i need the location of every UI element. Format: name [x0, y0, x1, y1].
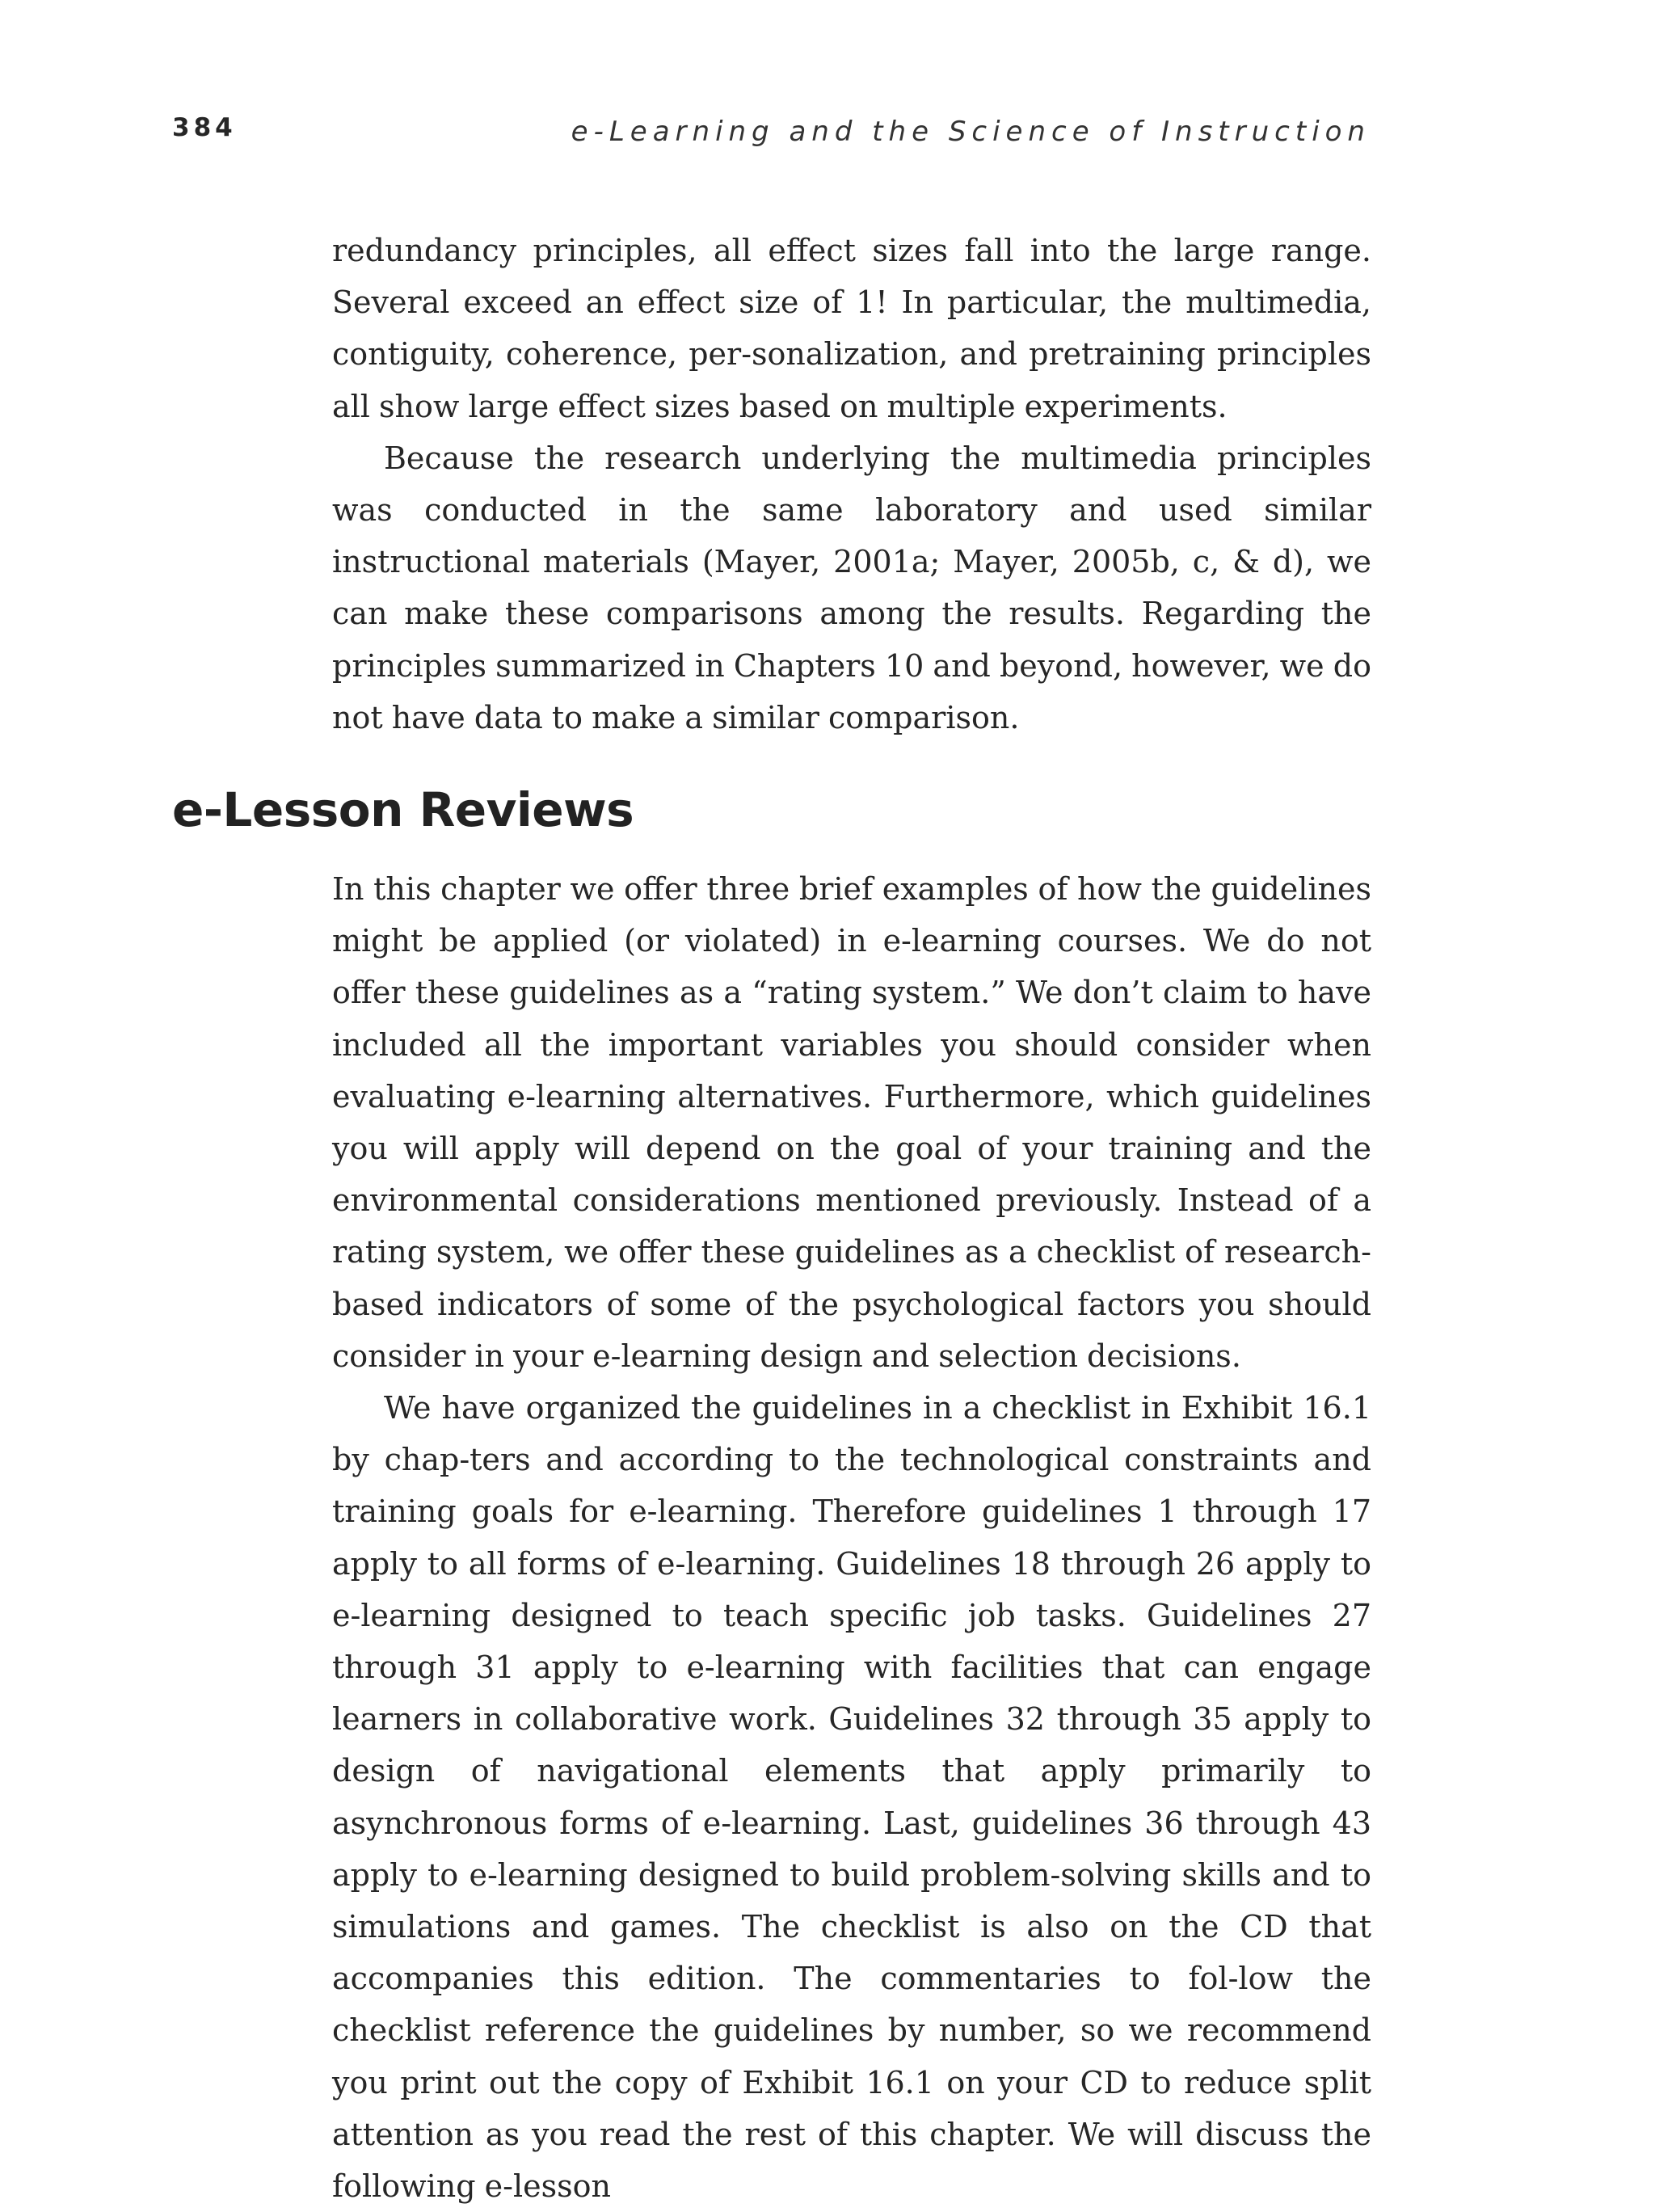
paragraph: redundancy principles, all effect sizes fall into the large range. Several exceed an effect size of 1! In particular, the multimedia, contiguity, coherence, per-sonalization, and pretraining principles all show large effect sizes based on multiple experiments.	[332, 233, 1371, 424]
running-head: e-Learning and the Science of Instruction	[571, 116, 1371, 148]
body-text-top	[332, 225, 1371, 744]
paragraph: We have organized the guidelines in a checklist in Exhibit 16.1 by chap-ters and according to the technological constraints and training goals for e-learning. Therefore guidelines 1 through 17 apply to all forms of e-learning. Guidelines 18 through 26 apply to e-learning designed to teach specific job tasks. Guidelines 27 through 31 apply to e-learning with facilities that can engage learners in collaborative work. Guidelines 32 through 35 apply to design of navigational elements that apply primarily to asynchronous forms of e-learning. Last, guidelines 36 through 43 apply to e-learning designed to build problem-solving skills and to simulations and games. The checklist is also on the CD that accompanies this edition. The commentaries to fol-low the checklist reference the guidelines by number, so we recommend you print out the copy of Exhibit 16.1 on your CD to reduce split attention as you read the rest of this chapter. We will discuss the following e-lesson	[332, 1390, 1371, 2205]
section-heading: e-Lesson Reviews	[172, 782, 634, 837]
page-number: 384	[172, 113, 237, 142]
paragraph: In this chapter we offer three brief examples of how the guidelines might be applied (or violated) in e-learning courses. We do not offer these guidelines as a “rating system.” We don’t claim to have included all the important variables you should consider when evaluating e-learning alternatives. Furthermore, which guidelines you will apply will depend on the goal of your training and the environmental considerations mentioned previously. Instead of a rating system, we offer these guidelines as a checklist of research-based indicators of some of the psychological factors you should consider in your e-learning design and selection decisions.	[332, 871, 1371, 1374]
body-text-section	[332, 863, 1371, 2212]
paragraph: Because the research underlying the multimedia principles was conducted in the same laboratory and used similar instructional materials (Mayer, 2001a; Mayer, 2005b, c, & d), we can make these comparisons among the results. Regarding the principles summarized in Chapters 10 and beyond, however, we do not have data to make a similar comparison.	[332, 440, 1371, 735]
